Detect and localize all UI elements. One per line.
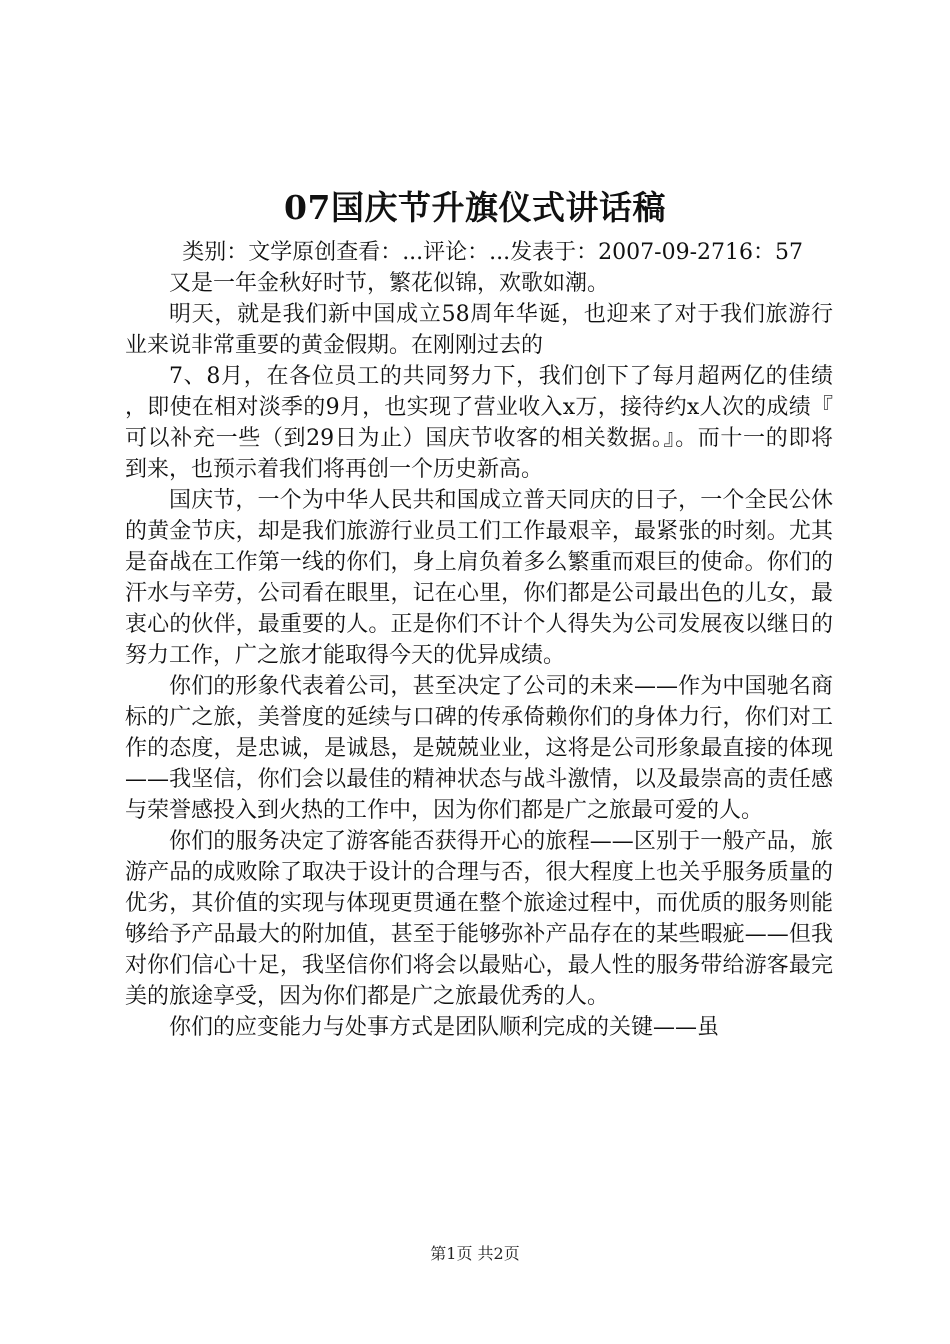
meta-line: 类别：文学原创查看：...评论：...发表于：2007-09-2716：57 <box>182 240 803 265</box>
document-title: 07国庆节升旗仪式讲话稿 <box>284 188 666 227</box>
paragraph: 又是一年金秋好时节，繁花似锦，欢歌如潮。 <box>169 271 610 296</box>
paragraph: 明天，就是我们新中国成立58周年华诞，也迎来了对于我们旅游行业来说非常重要的黄金假期。在刚刚过去的 <box>125 302 833 358</box>
paragraph: 你们的服务决定了游客能否获得开心的旅程——区别于一般产品，旅游产品的成败除了取决于设计的合理与否，很大程度上也关乎服务质量的优劣，其价值的实现与体现更贯通在整个旅途过程中，而优质的服务则能够给予产品最大的附加值，甚至于能够弥补产品存在的某些暇疵——但我对你们信心十足，我坚信你们将会以最贴心，最人性的服务带给游客最完美的旅途享受，因为你们都是广之旅最优秀的人。 <box>125 829 833 1009</box>
paragraph: 7、8月，在各位员工的共同努力下，我们创下了每月超两亿的佳绩，即使在相对淡季的9月，也实现了营业收入x万，接待约x人次的成绩『可以补充一些（到29日为止）国庆节收客的相关数据。』。而十一的即将到来，也预示着我们将再创一个历史新高。 <box>125 364 833 482</box>
paragraph: 你们的形象代表着公司，甚至决定了公司的未来——作为中国驰名商标的广之旅，美誉度的延续与口碑的传承倚赖你们的身体力行，你们对工作的态度，是忠诚，是诚恳，是兢兢业业，这将是公司形象最直接的体现——我坚信，你们会以最佳的精神状态与战斗激情，以及最崇高的责任感与荣誉感投入到火热的工作中，因为你们都是广之旅最可爱的人。 <box>125 674 833 823</box>
page-footer: 第1页 共2页 <box>430 1244 520 1263</box>
paragraph: 国庆节，一个为中华人民共和国成立普天同庆的日子，一个全民公休的黄金节庆，却是我们旅游行业员工们工作最艰辛，最紧张的时刻。尤其是奋战在工作第一线的你们，身上肩负着多么繁重而艰巨的使命。你们的汗水与辛劳，公司看在眼里，记在心里，你们都是公司最出色的儿女，最衷心的伙伴，最重要的人。正是你们不计个人得失为公司发展夜以继日的努力工作，广之旅才能取得今天的优异成绩。 <box>125 488 833 668</box>
document-body <box>125 237 833 1043</box>
paragraph: 你们的应变能力与处事方式是团队顺利完成的关键——虽 <box>169 1015 720 1040</box>
